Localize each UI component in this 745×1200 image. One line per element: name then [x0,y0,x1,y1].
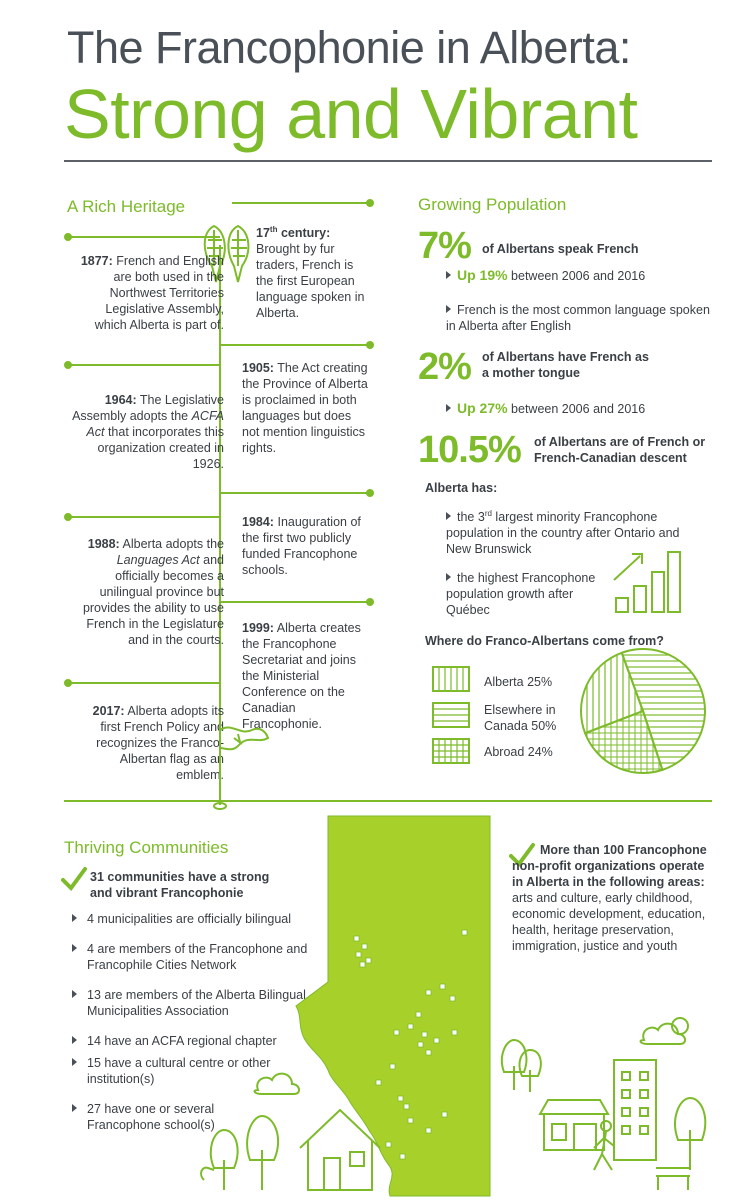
orgs-text: More than 100 Francophone non-profit organizations operate in Alberta in the following areas: arts and culture, early childhood, economic development, education, health, heritage preservation, immigration, justice and youth [512,843,707,953]
checkmark-icon [60,866,88,892]
list-item: 4 are members of the Francophone and Francophile Cities Network [72,941,312,973]
timeline-entry-1905: 1905: The Act creating the Province of Alberta is proclaimed in both languages but does not mention linguistics rights. [242,361,368,455]
page-title-line2: Strong and Vibrant [64,75,638,153]
heritage-heading: A Rich Heritage [67,197,186,216]
stat-2-label: of Albertans have French as a mother tongue [482,350,649,380]
timeline-entry-1964: 1964: The Legislative Assembly adopts the ACFA Act that incorporates this organization created in 1926. [72,393,224,471]
stat-10-5-percent: 10.5% [418,429,521,471]
page-title-line1: The Francophonie in Alberta: [67,22,631,73]
bench-icon [656,1168,690,1190]
legend-swatch-abroad [432,738,470,764]
stat-2-percent: 2% [418,346,471,388]
origin-pie-chart [578,646,708,776]
section-divider [64,800,712,802]
stat1-bullet-common-language: French is the most common language spoken in Alberta after English [446,303,710,333]
stat1-bullet-up19: Up 19% between 2006 and 2016 [446,267,645,284]
list-item: 15 have a cultural centre or other institution(s) [72,1055,312,1087]
communities-lead: 31 communities have a strong and vibrant Francophonie [90,870,270,900]
stat-7-percent: 7% [418,225,471,267]
timeline-entry-1984: 1984: Inauguration of the first two publicly funded Francophone schools. [242,515,361,577]
timeline-entry-1988: 1988: Alberta adopts the Languages Act and officially becomes a unilingual province but provides the ability to use French in the Legislature and in the courts. [82,537,224,647]
list-item: 13 are members of the Alberta Bilingual Municipalities Association [72,987,312,1019]
list-item: 14 have an ACFA regional chapter [72,1033,312,1049]
alberta-has-bullet-growth: the highest Francophone population growth after Québec [446,571,596,617]
growth-chart-icon [612,548,684,616]
tree-icon [675,1098,705,1170]
population-heading: Growing Population [418,195,567,214]
list-item: 4 municipalities are officially bilingual [72,911,312,927]
timeline-entry-17th-century: 17th century: Brought by fur traders, French is the first European language spoken in Alberta. [256,225,365,321]
timeline-entry-2017: 2017: Alberta adopts its first French Policy and recognizes the Franco-Albertan flag as an emblem. [92,704,224,782]
stat-10-5-label: of Albertans are of French or French-Canadian descent [534,435,706,465]
legend-label-canada: Elsewhere in Canada 50% [484,703,557,733]
timeline-entry-1999: 1999: Alberta creates the Francophone Secretariat and joins the Ministerial Conference on the Canadian Francophonie. [242,621,361,731]
origin-heading: Where do Franco-Albertans come from? [425,634,664,648]
legend-swatch-canada [432,702,470,728]
legend-label-abroad: Abroad 24% [484,745,553,759]
alberta-has-bullet-3rd: the 3rd largest minority Francophone population in the country after Ontario and New Brunswick [446,509,680,557]
timeline-entry-1877: 1877: French and English are both used in the Northwest Territories Legislative Assembly, which Alberta is part of. [80,254,224,332]
bottom-illustrations [0,1000,745,1200]
legend-label-alberta: Alberta 25% [484,675,553,689]
tree-icon [247,1116,278,1190]
list-item: 27 have one or several Francophone school(s) [72,1101,247,1133]
tree-icon [502,1040,526,1090]
legend-swatch-alberta [432,666,470,692]
stat2-bullet-up27: Up 27% between 2006 and 2016 [446,400,645,417]
communities-heading: Thriving Communities [64,838,229,857]
cloud-icon [255,1074,300,1094]
building-icon [614,1060,656,1160]
stat-7-label: of Albertans speak French [482,242,639,256]
alberta-has-heading: Alberta has: [425,481,498,495]
header-divider [64,160,712,162]
tree-icon [211,1130,238,1190]
